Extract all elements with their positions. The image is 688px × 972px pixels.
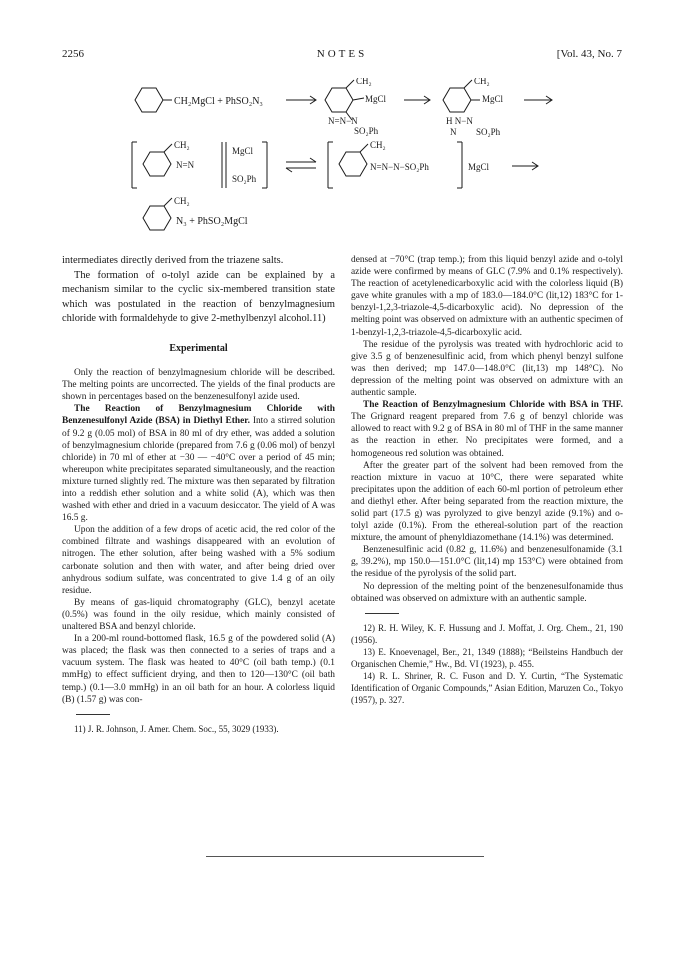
- scheme-ch2-c: CH₂: [174, 140, 190, 150]
- footnote-rule-right: [365, 613, 399, 614]
- scheme-nn-c: N=N: [176, 160, 195, 170]
- benzene-ring-5: [339, 152, 367, 176]
- right-paragraph-5: Benzenesulfinic acid (0.82 g, 11.6%) and benzenesulfonamide (3.1 g, 39.2%), mp 150.0—151.0°C (lit,14) mp 153°C) were obtained from the residue of the pyrolysis of the solid part.: [351, 545, 623, 580]
- footnote-rule-left: [76, 714, 110, 715]
- benzene-ring-6: [143, 206, 171, 230]
- left-paragraph-3: Only the reaction of benzylmagnesium chloride will be described. The melting points are uncorrected. The yields of the final products are shown in percentages based on the benzenesulfonyl azide used.: [62, 368, 335, 403]
- right-paragraph-3-text: The Grignard reagent prepared from 7.6 g of benzyl chloride was allowed to react with 9.2 g of BSA in 80 ml of THF in the same manner as the reaction in ether. No precipitates were formed, and a homogeneous red solution was obtained.: [351, 412, 623, 459]
- scheme-mgcl-a: MgCl: [365, 94, 387, 104]
- left-column: [62, 254, 335, 735]
- left-paragraph-7: In a 200-ml round-bottomed flask, 16.5 g of the powdered solid (A) was placed; the flask was then connected to a series of traps and a vacuum system. The flask was heated to 40°C (oil bath temp.) (0.1 mmHg) to effect sufficient drying, and then to 120—130°C (oil bath temp.) (0.1—3.0 mmHg) in an oil bath for an hour. A colorless liquid (B) (1.57 g) was con-: [62, 634, 335, 705]
- subheading-thf: The Reaction of Benzylmagnesium Chloride with BSA in THF.: [363, 400, 623, 411]
- right-column: [351, 254, 623, 706]
- scheme-mgcl-c: MgCl: [232, 146, 254, 156]
- left-paragraph-4: [62, 403, 335, 524]
- right-paragraph-4: After the greater part of the solvent had been removed from the reaction mixture in vacuo at 10°C, there were separated white precipitates upon the addition of each 60-ml portion of petroleum ether and diethyl ether. After being separated from the reaction mixture, the solid part (17.5 g) was pyrolyzed to give benzyl azide (9.1%) and o-tolyl azide (0.1%). From the ethereal-solution part of the reaction mixture, the amount of phenyldiazomethane (14.1%) was determined.: [351, 460, 623, 544]
- left-paragraph-2: The formation of o-tolyl azide can be explained by a mechanism similar to the cyclic six-membered transition state which was postulated in the reaction of benzylmagnesium chloride with formaldehyde to give 2-methylbenzyl alcohol.11): [62, 269, 335, 325]
- volume-issue: [Vol. 43, No. 7: [556, 48, 622, 60]
- right-paragraph-6: No depression of the melting point of the benzenesulfonamide thus obtained was observed on admixture with an authentic sample.: [351, 581, 623, 604]
- experimental-heading: Experimental: [169, 342, 228, 354]
- scheme-n-b: N: [450, 127, 457, 137]
- footnote-12: 12) R. H. Wiley, K. F. Hussung and J. Moffat, J. Org. Chem., 21, 190 (1956).: [351, 622, 623, 645]
- scheme-row1-reactants: CH₂MgCl + PhSO₂N₃: [174, 96, 263, 107]
- benzene-ring-3: [443, 88, 471, 112]
- benzene-ring-4: [143, 152, 171, 176]
- footnote-14: 14) R. L. Shriner, R. C. Fuson and D. Y. Curtin, “The Systematic Identification of Organic Compounds,” Asian Edition, Maruzen Co., Tokyo (1957), p. 327.: [351, 670, 623, 705]
- subheading-diethyl-ether: The Reaction of Benzylmagnesium Chloride with Benzenesulfonyl Azide (BSA) in Diethyl Ether.: [62, 404, 335, 427]
- scheme-nnn-a: N=N−N: [328, 116, 358, 126]
- scheme-mgcl-d: MgCl: [468, 162, 490, 172]
- scheme-so2ph-b: SO₂Ph: [476, 127, 501, 137]
- scheme-ch2-a: CH₂: [356, 78, 372, 86]
- scheme-ch2-b: CH₂: [474, 78, 490, 86]
- benzene-ring-1: [135, 88, 163, 112]
- scheme-products-e: N₃ + PhSO₂MgCl: [176, 216, 248, 227]
- scheme-ch2-d: CH₂: [370, 140, 386, 150]
- footnote-13: 13) E. Knoevenagel, Ber., 21, 1349 (1888); “Beilsteins Handbuch der Organischen Chemie,” Hw., Bd. VI (1923), p. 455.: [351, 646, 623, 669]
- left-paragraph-1: intermediates directly derived from the triazene salts.: [62, 255, 284, 266]
- scheme-chain-d: N=N−N−SO₂Ph: [370, 162, 429, 172]
- left-paragraph-4-text: Into a stirred solution of 9.2 g (0.05 mol) of BSA in 80 ml of dry ether, was added a solution of benzylmagnesium chloride (prepared from 7.6 g (0.06 mol) of benzyl chloride) in 70 ml of ether at −30 — −40°C over a period of 45 min; whereupon white precipitates separated simultaneously, and the reaction mixture turned slightly red. The mixture was then separated by filtration into a reddish ether solution and a white solid (A), which was then washed with ether and dried in a vacuum desiccator. The yield of A was 16.5 g.: [62, 416, 336, 524]
- scheme-ch2-e: CH₂: [174, 196, 190, 206]
- right-paragraph-3: [351, 399, 623, 459]
- right-paragraph-2: The residue of the pyrolysis was treated with hydrochloric acid to give 3.5 g of benzenesulfinic acid, from which phenyl benzyl sulfone was then derived; mp 147.0—148.0°C (lit,13) mp 148°C). No depression of the melting point was observed on admixture with an authentic sample.: [351, 339, 623, 399]
- right-paragraph-1: densed at −70°C (trap temp.); from this liquid benzyl azide and o-tolyl azide were confirmed by means of GLC (7.9% and 0.1% respectively). The reaction of acetylenedicarboxylic acid with the colorless liquid (B) gave white granules with a mp of 183.0—184.0°C (lit,12) 183°C for 1-benzyl-1,2,3-triazole-4,5-dicarboxylic acid). No depression of the melting point was observed on admixture with an authentic specimen of 1-benzyl-1,2,3-triazole-4,5-dicarboxylic acid.: [351, 255, 623, 338]
- benzene-ring-2: [325, 88, 353, 112]
- scheme-so2ph-a: SO₂Ph: [354, 126, 379, 136]
- left-paragraph-6: By means of gas-liquid chromatography (GLC), benzyl acetate (0.5%) was found in the oily residue, which mainly consisted of unaltered BSA and benzyl chloride.: [62, 597, 335, 633]
- left-paragraph-5: Upon the addition of a few drops of acetic acid, the red color of the combined filtrate and washings disappeared with an evolution of nitrogen. The ether solution, after being washed with a 5% sodium carbonate solution and then with water, and after being dried over anhydrous sodium sulfate, was concentrated to give 1.4 g of an oily residue.: [62, 525, 335, 596]
- page-number: 2256: [62, 48, 84, 60]
- scheme-so2ph-c: SO₂Ph: [232, 174, 257, 184]
- footnote-11: 11) J. R. Johnson, J. Amer. Chem. Soc., 55, 3029 (1933).: [74, 723, 279, 734]
- scheme-hnn-b: H N−N: [446, 116, 473, 126]
- page-bottom-rule: [206, 856, 484, 857]
- journal-section-title: NOTES: [316, 48, 368, 60]
- page-header: [62, 48, 622, 64]
- reaction-scheme: [120, 78, 600, 248]
- scheme-mgcl-b: MgCl: [482, 94, 504, 104]
